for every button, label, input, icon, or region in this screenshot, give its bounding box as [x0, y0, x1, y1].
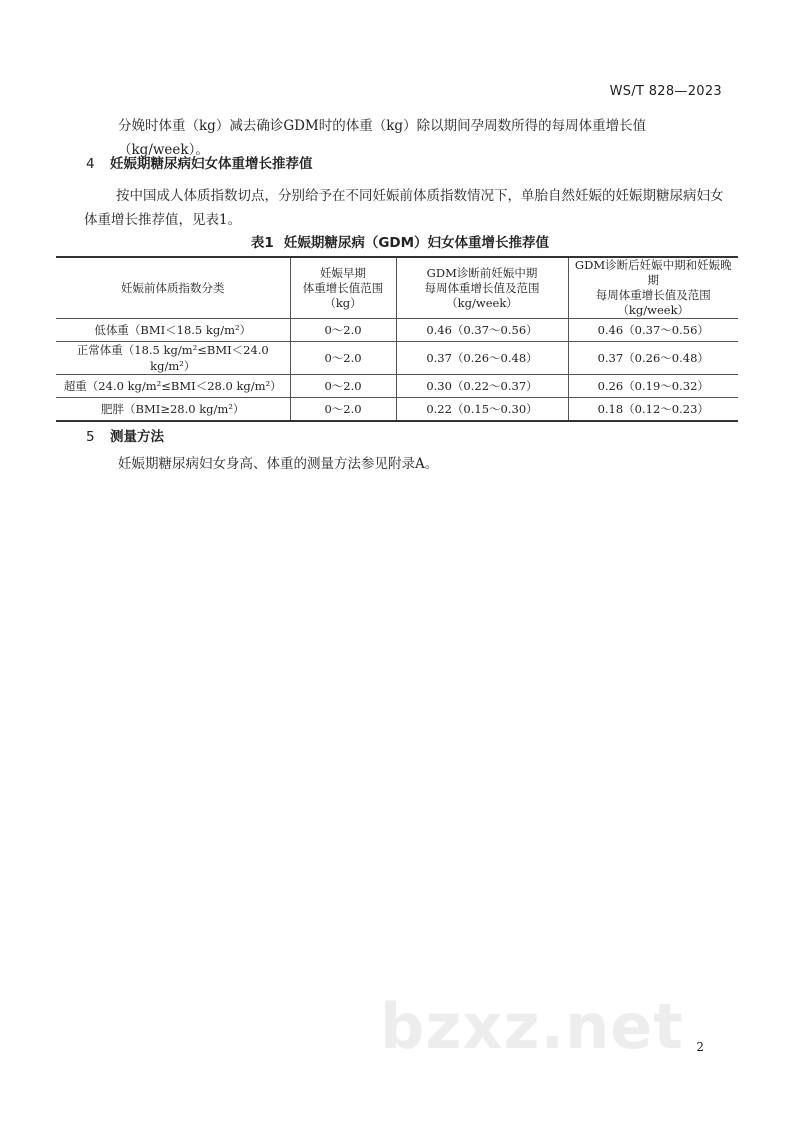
- table-cell: 0～2.0: [290, 319, 396, 342]
- header-before-gdm: GDM诊断前妊娠中期 每周体重增长值及范围 （kg/week）: [396, 257, 568, 319]
- section-4-title: 妊娠期糖尿病妇女体重增长推荐值: [110, 156, 313, 172]
- table-cell: 正常体重（18.5 kg/m²≤BMI＜24.0 kg/m²）: [56, 342, 290, 375]
- section-5-paragraph: 妊娠期糖尿病妇女身高、体重的测量方法参见附录A。: [118, 456, 439, 472]
- table-cell: 0.46（0.37～0.56）: [568, 319, 738, 342]
- table-cell: 0.37（0.26～0.48）: [396, 342, 568, 375]
- table-row: [56, 398, 738, 422]
- table-cell: 0～2.0: [290, 375, 396, 398]
- weight-gain-table: [56, 256, 738, 422]
- table-number: 表1: [250, 235, 274, 251]
- table-cell: 0.26（0.19～0.32）: [568, 375, 738, 398]
- table-title: 妊娠期糖尿病（GDM）妇女体重增长推荐值: [283, 235, 550, 251]
- page-number: 2: [696, 1040, 704, 1054]
- table-caption: [0, 231, 800, 251]
- table-cell: 0～2.0: [290, 398, 396, 422]
- section-4-number: 4: [86, 156, 95, 172]
- table-cell: 0.18（0.12～0.23）: [568, 398, 738, 422]
- header-bmi-category: 妊娠前体质指数分类: [56, 257, 290, 319]
- table-header-row: [56, 257, 738, 319]
- section-5-number: 5: [86, 429, 95, 445]
- standard-number: WS/T 828—2023: [609, 84, 722, 99]
- section-5-heading: [86, 425, 164, 445]
- table-cell: 0.22（0.15～0.30）: [396, 398, 568, 422]
- table-row: [56, 342, 738, 375]
- table-cell: 低体重（BMI＜18.5 kg/m²）: [56, 319, 290, 342]
- section-4-text: 按中国成人体质指数切点，分别给予在不同妊娠前体质指数情况下，单胎自然妊娠的妊娠期糖尿病妇女体重增长推荐值，见表1。: [84, 188, 724, 228]
- table-row: [56, 319, 738, 342]
- section-4-heading: [86, 152, 313, 172]
- section-4-paragraph: [84, 184, 724, 232]
- header-after-gdm: GDM诊断后妊娠中期和妊娠晚期 每周体重增长值及范围 （kg/week）: [568, 257, 738, 319]
- table-cell: 超重（24.0 kg/m²≤BMI＜28.0 kg/m²）: [56, 375, 290, 398]
- definition-paragraph: 分娩时体重（kg）减去确诊GDM时的体重（kg）除以期间孕周数所得的每周体重增长值（kg/week）。: [118, 118, 647, 158]
- table-cell: 0～2.0: [290, 342, 396, 375]
- watermark: bzxz.net: [380, 990, 684, 1063]
- table-cell: 0.30（0.22～0.37）: [396, 375, 568, 398]
- header-early-pregnancy: 妊娠早期 体重增长值范围 （kg）: [290, 257, 396, 319]
- table-row: [56, 375, 738, 398]
- table-cell: 肥胖（BMI≥28.0 kg/m²）: [56, 398, 290, 422]
- table-cell: 0.46（0.37～0.56）: [396, 319, 568, 342]
- table-cell: 0.37（0.26～0.48）: [568, 342, 738, 375]
- section-5-title: 测量方法: [110, 429, 164, 445]
